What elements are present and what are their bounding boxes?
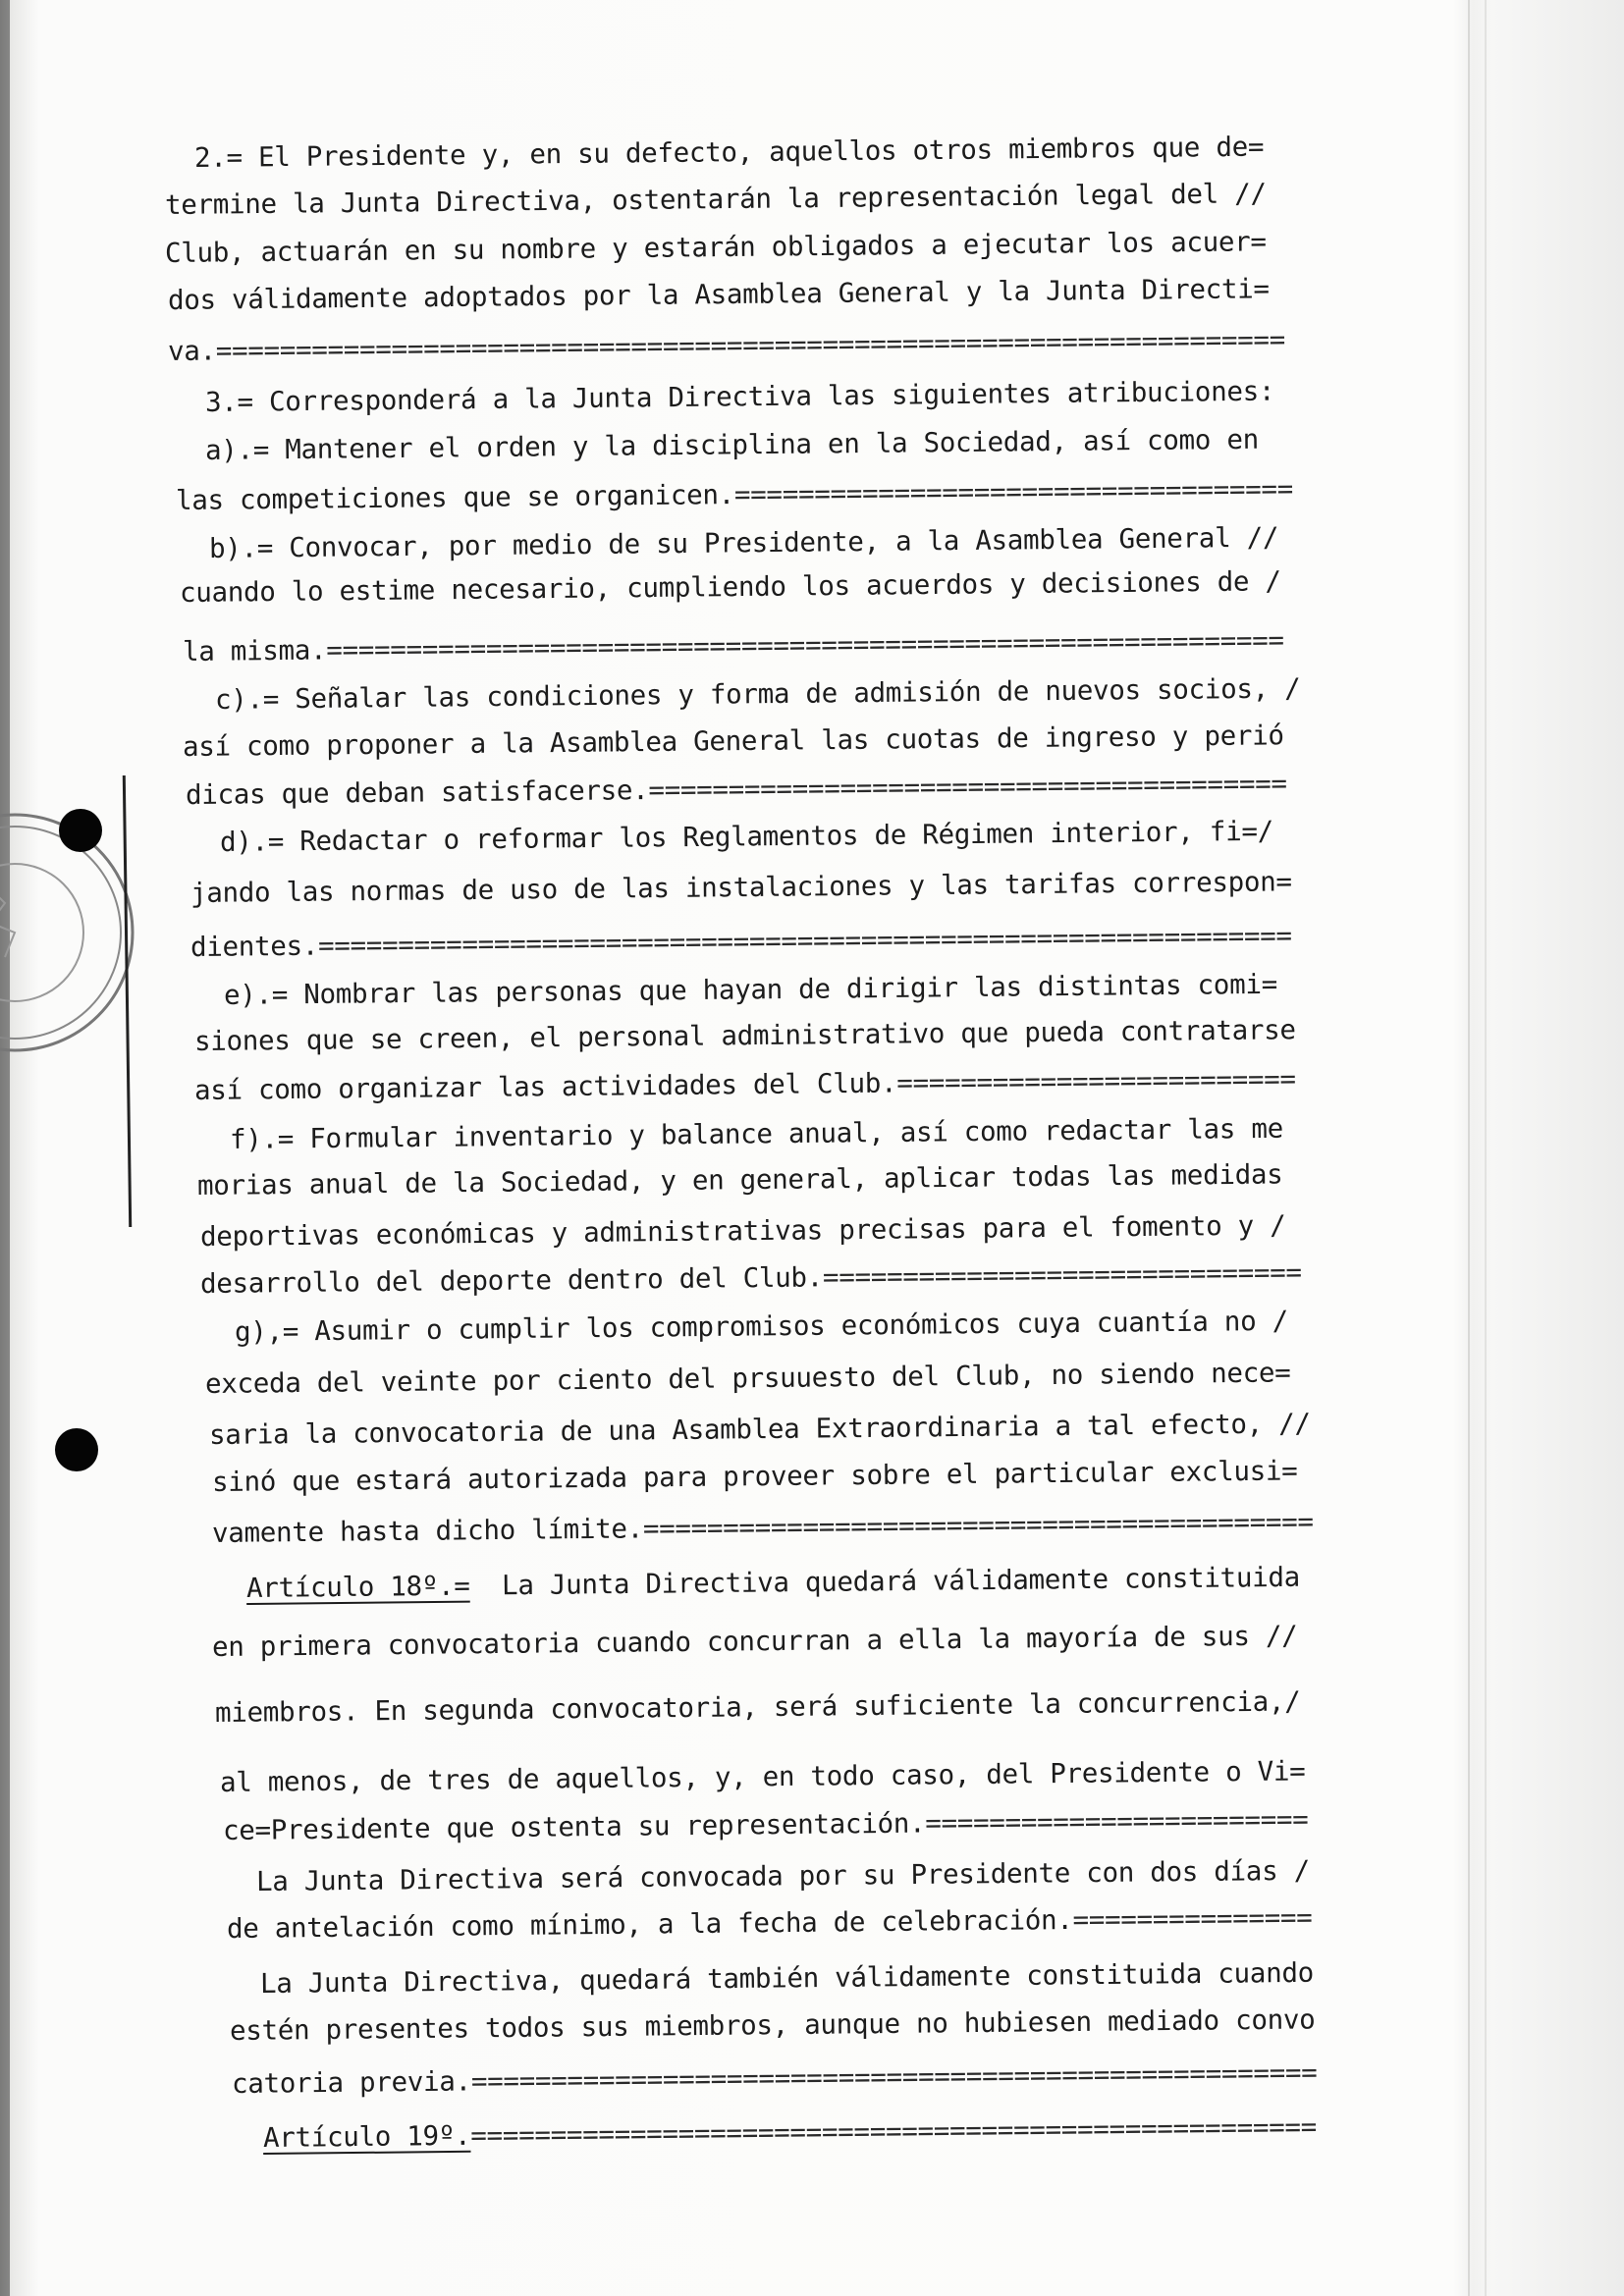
text-line (209, 1406, 1311, 1453)
text-line (220, 814, 1273, 860)
line-text: g),= Asumir o cumplir los compromisos económicos cuya cuantía no / (234, 1305, 1289, 1348)
text-line (205, 422, 1259, 468)
text-line (190, 918, 1292, 965)
text-line (212, 1504, 1314, 1551)
fill-equals: ===================================================== (470, 2056, 1318, 2098)
line-text: cuando lo estime necesario, cumpliendo los acuerdos y decisiones de / (179, 565, 1281, 609)
line-text: exceda del veinte por ciento del prsuuesto del Club, no siendo nece= (204, 1357, 1291, 1400)
line-text: así como proponer a la Asamblea General las cuotas de ingreso y perió (182, 720, 1284, 763)
text-line (215, 1683, 1301, 1731)
text-line (256, 1853, 1310, 1899)
punch-hole (59, 809, 102, 852)
line-text: c).= Señalar las condiciones y forma de admisión de nuevos socios, / (214, 672, 1301, 716)
text-line (205, 374, 1275, 420)
text-line (180, 563, 1281, 611)
line-text: La Junta Directiva quedará válidamente constituida (469, 1561, 1301, 1602)
line-text: La Junta Directiva será convocada por su Presidente con dos días / (255, 1854, 1311, 1897)
text-line (165, 176, 1267, 223)
text-line (200, 1207, 1286, 1255)
text-line (183, 622, 1284, 669)
line-text: 2.= El Presidente y, en su defecto, aquellos otros miembros que de= (193, 131, 1265, 174)
text-line (212, 1618, 1298, 1665)
line-text: f).= Formular inventario y balance anual, así como redactar las me (229, 1112, 1284, 1155)
line-text: 3.= Corresponderá a la Junta Directiva las siguientes atribuciones: (204, 375, 1275, 418)
fill-equals: ======================== (925, 1803, 1309, 1840)
line-text: d).= Redactar o reformar los Reglamentos de Régimen interior, fi=/ (219, 815, 1274, 858)
line-text: ce=Presidente que ostenta su representación. (222, 1807, 926, 1846)
line-text: va. (167, 335, 216, 367)
punch-hole (55, 1428, 98, 1471)
line-text: dos válidamente adoptados por la Asamblea General y la Junta Directi= (167, 273, 1270, 316)
line-text: a).= Mantener el orden y la disciplina en la Sociedad, así como en (204, 423, 1260, 466)
text-line (235, 1304, 1288, 1350)
line-text: dientes. (189, 930, 319, 963)
text-line (165, 224, 1267, 271)
fold-line (1485, 0, 1487, 2296)
text-line (200, 1255, 1302, 1302)
text-line (260, 1955, 1314, 2002)
line-text: vamente hasta dicho límite. (211, 1513, 644, 1549)
fill-equals: =================================== (733, 473, 1294, 511)
line-text: al menos, de tres de aquellos, y, en todo caso, del Presidente o Vi= (219, 1755, 1306, 1798)
text-line (230, 2002, 1316, 2049)
line-text: dicas que deban satisfacerse. (185, 774, 649, 811)
line-text: desarrollo del deporte dentro del Club. (199, 1261, 824, 1300)
text-line (183, 718, 1284, 765)
line-text: jando las normas de uso de las instalaciones y las tarifas correspon= (189, 866, 1292, 909)
line-text: la misma. (182, 634, 327, 667)
line-text: Club, actuarán en su nombre y estarán obligados a ejecutar los acuer= (164, 226, 1267, 269)
text-line (190, 864, 1292, 911)
text-line (220, 1753, 1306, 1800)
line-text: deportivas económicas y administrativas precisas para el fomento y / (199, 1209, 1286, 1253)
text-line (197, 1156, 1283, 1203)
text-line (263, 2109, 1317, 2156)
line-text: de antelación como mínimo, a la fecha de celebración. (226, 1903, 1073, 1945)
text-line (232, 2055, 1318, 2102)
fill-equals: =============== (1072, 1901, 1313, 1936)
fill-equals: ======================================== (648, 768, 1287, 807)
text-line (230, 1111, 1283, 1157)
line-text: termine la Junta Directiva, ostentarán la representación legal del // (164, 178, 1267, 221)
line-text: saria la convocatoria de una Asamblea Extraordinaria a tal efecto, // (208, 1408, 1311, 1451)
text-line (168, 322, 1285, 369)
text-line (194, 1061, 1296, 1108)
line-text: en primera convocatoria cuando concurran a ella la mayoría de sus // (211, 1620, 1298, 1663)
line-text: las competiciones que se organicen. (175, 479, 735, 516)
line-text: siones que se creen, el personal administrativo que pueda contratarse (193, 1014, 1296, 1057)
line-text: estén presentes todos sus miembros, aunque no hubiesen mediado convo (229, 2003, 1316, 2047)
article-heading: Artículo 18º.= (245, 1570, 470, 1604)
line-text: sinó que estará autorizada para proveer sobre el particular exclusi= (211, 1455, 1298, 1498)
text-line (223, 1801, 1309, 1848)
fill-equals: ============================================================= (317, 920, 1292, 962)
text-line (194, 130, 1265, 176)
fold-line (1468, 0, 1470, 2296)
line-text: catoria previa. (231, 2065, 472, 2100)
fill-equals: ========================= (896, 1063, 1296, 1099)
fill-equals: =================================================================== (215, 324, 1286, 367)
page-binding-edge (0, 0, 10, 2296)
text-line (212, 1453, 1298, 1500)
line-text: miembros. En segunda convocatoria, será suficiente la concurrencia,/ (214, 1685, 1301, 1729)
line-text: e).= Nombrar las personas que hayan de dirigir las distintas comi= (223, 968, 1278, 1011)
line-text: morias anual de la Sociedad, y en general, aplicar todas las medidas (196, 1158, 1283, 1201)
text-line (168, 271, 1270, 318)
text-line (224, 967, 1277, 1013)
fill-equals: ========================================== (642, 1506, 1314, 1545)
line-text: así como organizar las actividades del Club. (193, 1067, 897, 1106)
text-line (186, 766, 1287, 813)
text-line (205, 1355, 1291, 1402)
text-line (194, 1012, 1296, 1059)
line-text: La Junta Directiva, quedará también válidamente constituida cuando (259, 1956, 1315, 2000)
article-heading: Artículo 19º. (262, 2119, 471, 2154)
text-line (209, 520, 1279, 566)
fill-equals: ============================== (822, 1256, 1302, 1294)
text-line (227, 1899, 1313, 1947)
text-line (176, 471, 1293, 518)
text-line (246, 1560, 1300, 1606)
fill-equals: ============================================================ (326, 624, 1284, 667)
text-line (215, 670, 1301, 718)
line-text: b).= Convocar, por medio de su Presidente, a la Asamblea General // (208, 521, 1279, 564)
fill-equals: ===================================================== (470, 2110, 1318, 2152)
